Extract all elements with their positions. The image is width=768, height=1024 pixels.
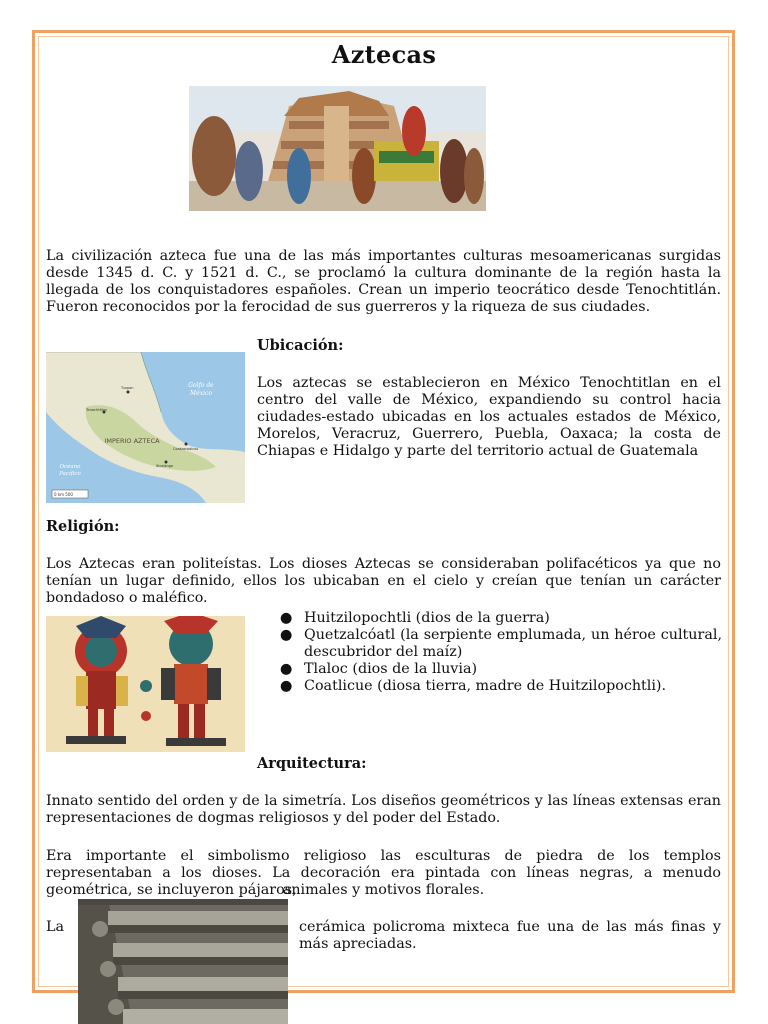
- ubicacion-paragraph: Los aztecas se establecieron en México Tenochtitlan en el centro del valle de México, expandiendo su control hacia ciudades-estado ubicadas en los actuales estados de México, Morelos, Veracruz, Guerrero, Puebla, Oaxaca; la costa de Chiapas e Hidalgo y parte del territorio actual de Guatemala: [257, 375, 721, 459]
- god-name: Tlaloc (dios de la lluvia): [304, 661, 478, 677]
- empire-label: IMPERIO AZTECA: [104, 437, 160, 445]
- list-item: [260, 627, 722, 661]
- aztec-city-image: [189, 86, 486, 211]
- ubicacion-heading: Ubicación:: [257, 337, 344, 354]
- ceramica-paragraph-start: La: [46, 919, 65, 935]
- list-item: [260, 661, 722, 678]
- city-label-tenochtitlan: Tenochtitlan: [86, 408, 108, 412]
- ocean-label-line2: Pacífico: [59, 471, 81, 477]
- city-label-coatzacoalcos: Coatzacoalcos: [173, 447, 199, 451]
- city-label-xicalango: Xicalango: [156, 464, 174, 468]
- religion-paragraph: Los Aztecas eran politeístas. Los dioses Aztecas se consideraban polifacéticos ya que no tenían un lugar definido, ellos los ubicaban en el cielo y creían que tenían un carácter bondadoso o maléfico.: [46, 556, 721, 606]
- bullet-icon: ●: [280, 610, 293, 626]
- gods-list: [260, 610, 722, 695]
- city-label-tuxpan: Tuxpan: [121, 386, 134, 390]
- bullet-icon: ●: [280, 627, 293, 643]
- intro-paragraph: La civilización azteca fue una de las más importantes culturas mesoamericanas surgidas desde 1345 d. C. y 1521 d. C., se proclamó la cultura dominante de la región hasta la llegada de los conquistadores españoles. Crean un imperio teocrático desde Tenochtitlán. Fueron reconocidos por la ferocidad de sus guerreros y la riqueza de sus ciudades.: [46, 248, 721, 315]
- arquitectura-paragraph-2-end: animales y motivos florales.: [282, 882, 485, 898]
- god-name: Huitzilopochtli (dios de la guerra): [304, 610, 550, 626]
- list-item: [260, 678, 722, 695]
- god-name: Coatlicue (diosa tierra, madre de Huitzilopochtli).: [304, 678, 667, 694]
- arquitectura-paragraph-1: Innato sentido del orden y de la simetría. Los diseños geométricos y las líneas extensas eran representaciones de dogmas religiosos y del poder del Estado.: [46, 793, 721, 826]
- arquitectura-heading: Arquitectura:: [257, 755, 367, 772]
- bullet-icon: ●: [280, 678, 293, 694]
- ceramica-paragraph: cerámica policroma mixteca fue una de las más finas y más apreciadas.: [299, 919, 721, 952]
- temple-stone-sculpture-image: [78, 899, 288, 1024]
- map-scale: 0 km 500: [54, 492, 73, 497]
- arquitectura-paragraph-2: Era importante el simbolismo religioso las esculturas de piedra de los templos representaban a los dioses. La decoración era pintada con líneas negras, a menudo geométrica, se incluyeron pájaros,: [46, 848, 721, 898]
- page-title: Aztecas: [331, 40, 437, 69]
- god-name: Quetzalcóatl (la serpiente emplumada, un héroe cultural, descubridor del maíz): [304, 627, 722, 660]
- gulf-label-line2: México: [190, 390, 212, 397]
- list-item: [260, 610, 722, 627]
- gulf-label-line1: Golfo de: [188, 382, 214, 389]
- aztec-codex-gods-image: [46, 616, 245, 752]
- bullet-icon: ●: [280, 661, 293, 677]
- aztec-empire-map: [46, 352, 245, 503]
- ocean-label-line1: Océano: [59, 464, 81, 470]
- religion-heading: Religión:: [46, 518, 120, 535]
